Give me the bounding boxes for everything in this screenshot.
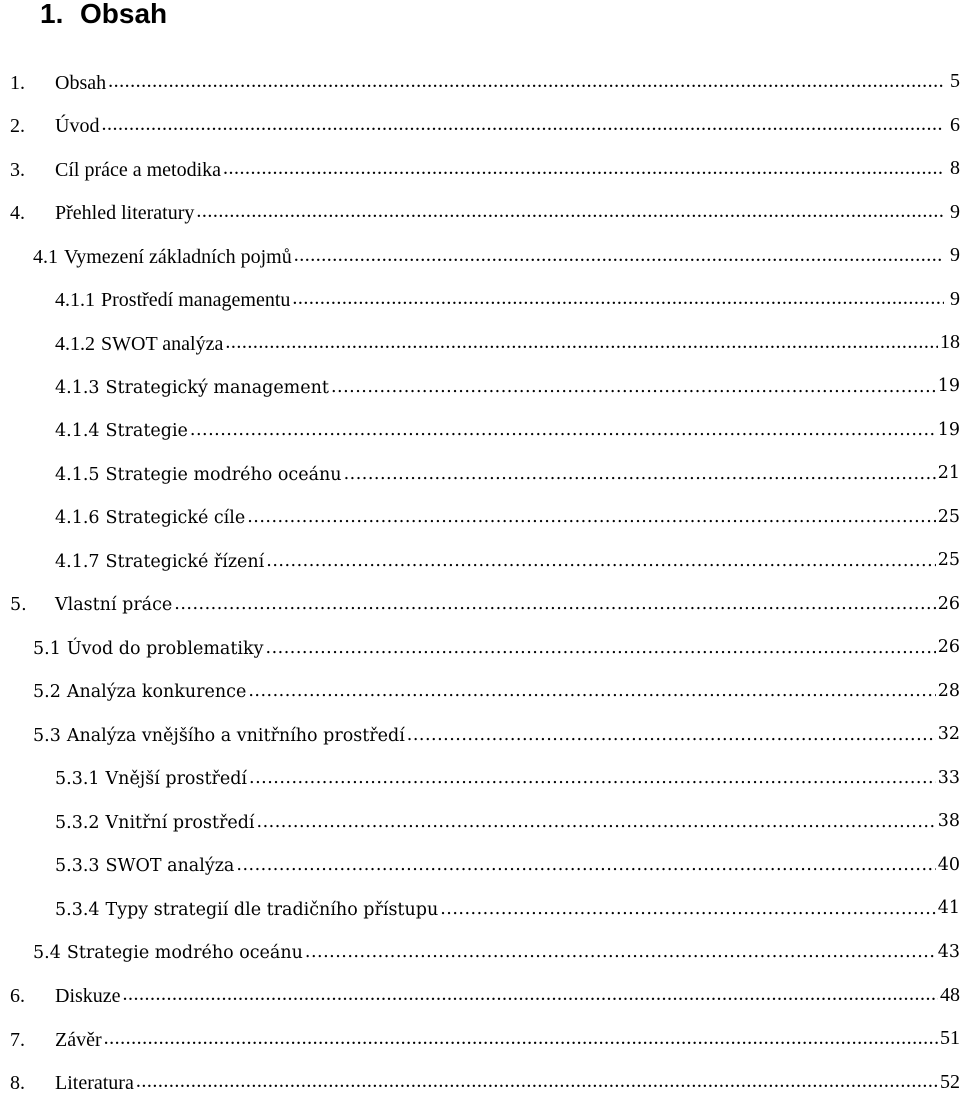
toc-entry-text xyxy=(55,375,938,398)
toc-entry-text xyxy=(10,112,946,138)
toc-entry-text xyxy=(55,330,940,356)
toc-entry-number: 1. xyxy=(10,72,55,95)
toc-entry-page-number: 21 xyxy=(938,463,960,483)
toc-entry-page-number: 5 xyxy=(946,70,960,93)
toc-entry-text xyxy=(33,243,946,269)
toc-entry-title: Vnitřní prostředí xyxy=(106,813,255,833)
toc-entry-number: 5.1 xyxy=(33,639,61,659)
toc-entry-page-number: 32 xyxy=(938,724,960,744)
toc-entry-title: Typy strategií dle tradičního přístupu xyxy=(106,900,439,920)
toc-entry[interactable] xyxy=(0,191,960,235)
toc-dot-leader xyxy=(249,767,936,785)
toc-entry-text xyxy=(10,69,946,95)
toc-entry-page-number: 40 xyxy=(938,855,960,875)
toc-entry-page-number: 25 xyxy=(938,507,960,527)
toc-entry-text xyxy=(10,593,938,616)
toc-entry-title: SWOT analýza xyxy=(106,856,235,876)
toc-entry-title: Prostředí managementu xyxy=(101,289,290,312)
toc-entry-title: Úvod xyxy=(55,115,99,138)
toc-entry-number: 4.1.7 xyxy=(55,552,100,572)
toc-entry[interactable] xyxy=(0,321,960,365)
toc-entry[interactable] xyxy=(0,1017,960,1061)
toc-entry-text xyxy=(10,982,940,1008)
toc-dot-leader xyxy=(257,810,936,828)
toc-entry-title: Strategické cíle xyxy=(106,508,246,528)
toc-entry-text xyxy=(10,199,946,225)
toc-entry-number: 2. xyxy=(10,115,55,138)
toc-entry-text xyxy=(55,854,938,877)
toc-entry[interactable] xyxy=(0,539,960,583)
toc-entry-title: Strategie modrého oceánu xyxy=(67,943,303,963)
toc-entry[interactable] xyxy=(0,495,960,539)
toc-entry-number: 5.3.4 xyxy=(55,900,100,920)
toc-entry-text xyxy=(55,897,938,920)
toc-entry-page-number: 43 xyxy=(938,942,960,962)
toc-dot-leader xyxy=(136,1069,938,1089)
toc-entry-number: 8. xyxy=(10,1072,55,1095)
toc-entry-number: 5.3.3 xyxy=(55,856,100,876)
toc-entry-number: 4.1.2 xyxy=(55,333,95,356)
toc-entry-text xyxy=(33,636,938,659)
toc-entry-title: Analýza konkurence xyxy=(67,682,246,702)
toc-dot-leader xyxy=(174,593,935,611)
toc-entry-number: 7. xyxy=(10,1029,55,1052)
toc-entry[interactable] xyxy=(0,1061,960,1104)
toc-dot-leader xyxy=(247,506,936,524)
toc-entry-page-number: 28 xyxy=(938,681,960,701)
toc-dot-leader xyxy=(223,156,944,176)
toc-entry-number: 4.1.3 xyxy=(55,378,100,398)
toc-entry-title: Vlastní práce xyxy=(55,595,172,615)
toc-entry[interactable] xyxy=(0,234,960,278)
toc-entry-number: 4.1 xyxy=(33,246,58,269)
toc-dot-leader xyxy=(248,680,935,698)
toc-entry-text xyxy=(55,810,938,833)
toc-entry-text xyxy=(33,723,938,746)
toc-entry-page-number: 48 xyxy=(940,984,960,1007)
toc-heading xyxy=(40,0,167,32)
toc-entry-title: Diskuze xyxy=(55,985,121,1008)
toc-entry-title: SWOT analýza xyxy=(101,333,223,356)
toc-dot-leader xyxy=(101,112,944,132)
toc-entry-page-number: 8 xyxy=(946,157,960,180)
toc-dot-leader xyxy=(104,1026,938,1046)
toc-entry[interactable] xyxy=(0,104,960,148)
toc-entry[interactable] xyxy=(0,800,960,844)
toc-entry-title: Vnější prostředí xyxy=(106,769,247,789)
toc-entry-number: 5. xyxy=(10,595,55,615)
toc-entry-number: 4.1.1 xyxy=(55,289,95,312)
toc-entry-number: 4.1.6 xyxy=(55,508,100,528)
toc-entry-page-number: 41 xyxy=(938,898,960,918)
toc-entry[interactable] xyxy=(0,930,960,974)
toc-entry-page-number: 51 xyxy=(940,1027,960,1050)
toc-dot-leader xyxy=(294,243,944,263)
toc-entry-text xyxy=(10,1069,940,1095)
toc-entry-page-number: 9 xyxy=(946,288,960,311)
toc-heading-title: Obsah xyxy=(80,0,167,29)
toc-entry[interactable] xyxy=(0,147,960,191)
toc-entry-number: 4.1.4 xyxy=(55,421,100,441)
toc-entry-text xyxy=(10,156,946,182)
toc-entry-title: Strategie modrého oceánu xyxy=(106,465,342,485)
toc-entry[interactable] xyxy=(0,887,960,931)
toc-entry-number: 5.2 xyxy=(33,682,61,702)
toc-entry-page-number: 9 xyxy=(946,244,960,267)
toc-entry-number: 3. xyxy=(10,159,55,182)
toc-entry[interactable] xyxy=(0,974,960,1018)
toc-entry-text xyxy=(55,767,938,790)
toc-entry[interactable] xyxy=(0,756,960,800)
toc-dot-leader xyxy=(190,419,936,437)
toc-entry-page-number: 33 xyxy=(938,768,960,788)
toc-entry-text xyxy=(10,1026,940,1052)
toc-entry-title: Literatura xyxy=(55,1072,134,1095)
toc-dot-leader xyxy=(225,330,938,350)
toc-entry-title: Strategické řízení xyxy=(106,552,265,572)
toc-entry[interactable] xyxy=(0,713,960,757)
toc-dot-leader xyxy=(108,69,944,89)
toc-entry-page-number: 26 xyxy=(938,594,960,614)
toc-entry-number: 5.4 xyxy=(33,943,61,963)
toc-entry-text xyxy=(55,506,938,529)
toc-dot-leader xyxy=(123,982,938,1002)
toc-entry-title: Vymezení základních pojmů xyxy=(64,246,292,269)
toc-entry-title: Závěr xyxy=(55,1029,102,1052)
toc-entry-page-number: 19 xyxy=(938,420,960,440)
toc-dot-leader xyxy=(440,897,936,915)
toc-entry[interactable] xyxy=(0,669,960,713)
toc-entry-title: Analýza vnějšího a vnitřního prostředí xyxy=(67,726,405,746)
toc-entry-page-number: 19 xyxy=(938,376,960,396)
toc-dot-leader xyxy=(344,462,936,480)
toc-dot-leader xyxy=(292,286,944,306)
toc-entry[interactable] xyxy=(0,278,960,322)
toc-entry-page-number: 18 xyxy=(940,331,960,354)
toc-entry[interactable] xyxy=(0,843,960,887)
toc-entry[interactable] xyxy=(0,452,960,496)
toc-entry-page-number: 52 xyxy=(940,1071,960,1094)
toc-entry-number: 5.3.1 xyxy=(55,769,100,789)
toc-entry-number: 6. xyxy=(10,985,55,1008)
toc-dot-leader xyxy=(266,636,936,654)
toc-entry-number: 4.1.5 xyxy=(55,465,100,485)
toc-entry-title: Cíl práce a metodika xyxy=(55,159,221,182)
toc-entry-title: Obsah xyxy=(55,72,106,95)
toc-entry-number: 4. xyxy=(10,202,55,225)
toc-dot-leader xyxy=(331,375,936,393)
toc-entry[interactable] xyxy=(0,626,960,670)
toc-entry-page-number: 9 xyxy=(946,201,960,224)
toc-entry-text xyxy=(55,286,946,312)
table-of-contents xyxy=(0,60,960,1104)
toc-entry-text xyxy=(55,462,938,485)
toc-entry-page-number: 26 xyxy=(938,637,960,657)
toc-entry[interactable] xyxy=(0,60,960,104)
toc-dot-leader xyxy=(407,723,936,741)
toc-entry-page-number: 6 xyxy=(946,114,960,137)
toc-entry-number: 5.3 xyxy=(33,726,61,746)
toc-entry-title: Přehled literatury xyxy=(55,202,194,225)
toc-entry[interactable] xyxy=(0,365,960,409)
toc-entry-text xyxy=(55,419,938,442)
toc-entry-title: Úvod do problematiky xyxy=(67,639,264,659)
toc-entry-title: Strategie xyxy=(106,421,188,441)
toc-entry[interactable] xyxy=(0,582,960,626)
toc-entry-text xyxy=(55,549,938,572)
toc-dot-leader xyxy=(305,941,936,959)
toc-entry-page-number: 38 xyxy=(938,811,960,831)
toc-entry-title: Strategický management xyxy=(106,378,329,398)
toc-dot-leader xyxy=(266,549,935,567)
toc-entry-text xyxy=(33,941,938,964)
toc-dot-leader xyxy=(196,199,944,219)
toc-heading-number: 1. xyxy=(40,0,80,32)
toc-entry[interactable] xyxy=(0,408,960,452)
toc-dot-leader xyxy=(236,854,935,872)
toc-entry-number: 5.3.2 xyxy=(55,813,100,833)
toc-entry-page-number: 25 xyxy=(938,550,960,570)
toc-entry-text xyxy=(33,680,938,703)
